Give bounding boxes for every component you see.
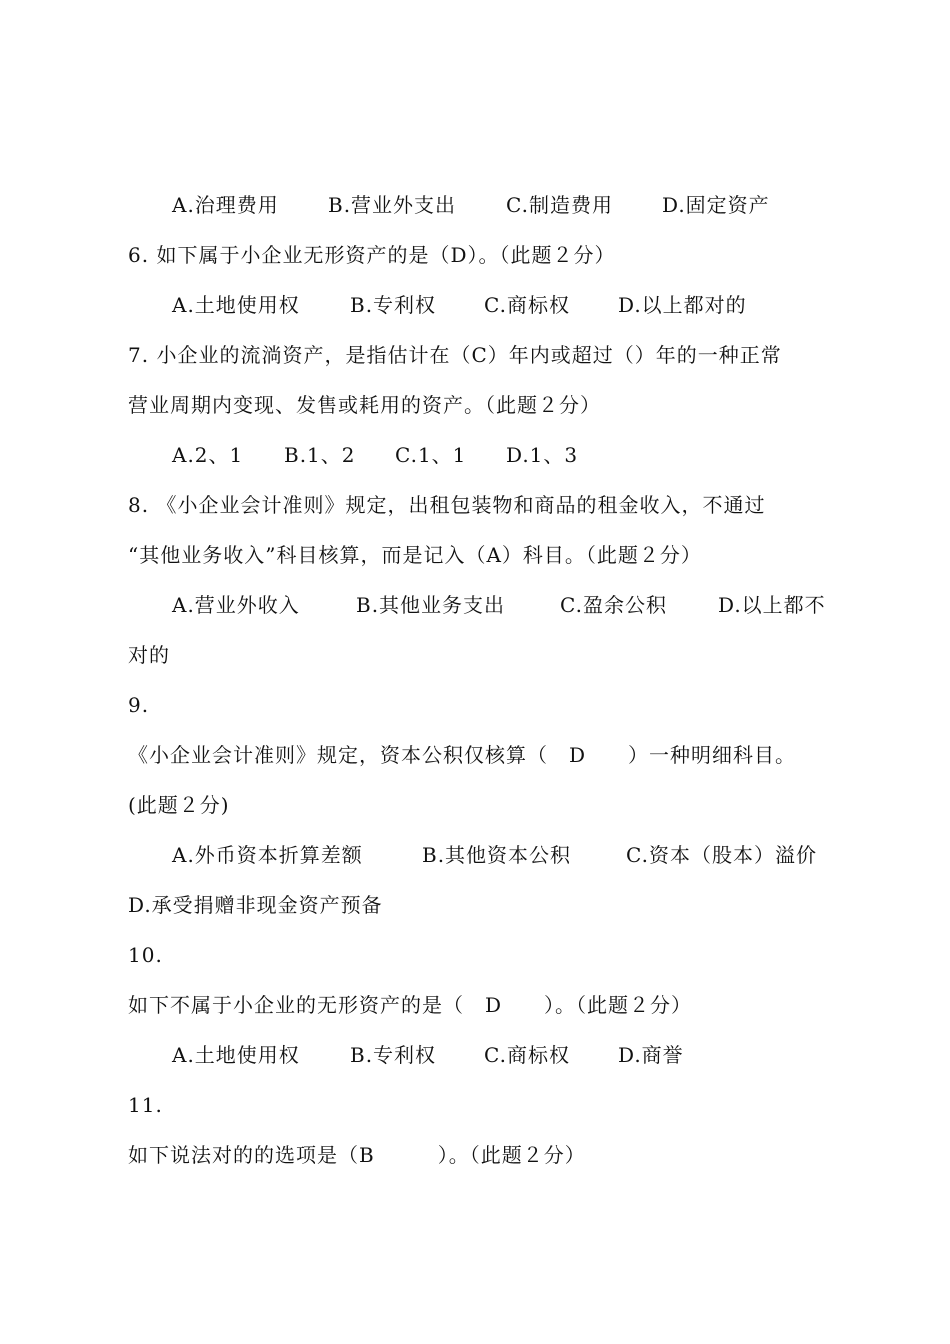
q9-options: [128, 840, 840, 870]
q5-options: [128, 190, 840, 220]
question-7-line1: 7. 小企业的流淌资产，是指估计在（C）年内或超过（）年的一种正常: [128, 343, 782, 367]
option-b: B.其他业务支出: [356, 593, 506, 617]
question-6: 6. 如下属于小企业无形资产的是（D）。（此题２分）: [128, 243, 616, 267]
option-b: B.专利权: [350, 293, 437, 317]
option-d: D.以上都不: [718, 593, 826, 617]
option-d: D.商誉: [618, 1043, 684, 1067]
option-b: B.营业外支出: [328, 193, 457, 217]
question-8-line1: 8. 《小企业会计准则》规定，出租包装物和商品的租金收入，不通过: [128, 493, 766, 517]
question-10-number: 10.: [128, 943, 163, 967]
question-11-number: 11.: [128, 1093, 163, 1117]
option-b: B.1、2: [284, 443, 356, 467]
option-a: A.土地使用权: [172, 1043, 300, 1067]
option-a: A.治理费用: [172, 193, 279, 217]
option-d: D.1、3: [506, 443, 579, 467]
option-a: A.外币资本折算差额: [172, 843, 363, 867]
option-c: C.商标权: [484, 293, 570, 317]
q9-option-d: D.承受捐赠非现金资产预备: [128, 893, 383, 917]
question-10-text: 如下不属于小企业的无形资产的是（ D ）。（此题２分）: [128, 993, 693, 1017]
option-a: A.2、1: [172, 443, 244, 467]
question-8-line2: “其他业务收入”科目核算，而是记入（A）科目。（此题２分）: [128, 543, 702, 567]
q7-options: [128, 440, 840, 470]
q10-options: [128, 1040, 840, 1070]
option-d: D.以上都对的: [618, 293, 747, 317]
q6-options: [128, 290, 840, 320]
option-a: A.土地使用权: [172, 293, 300, 317]
option-c: C.盈余公积: [560, 593, 667, 617]
question-9-text: 《小企业会计准则》规定，资本公积仅核算（ D ）一种明细科目。: [128, 743, 797, 767]
option-c: C.资本（股本）溢价: [626, 843, 817, 867]
option-c: C.制造费用: [506, 193, 613, 217]
option-b: B.专利权: [350, 1043, 437, 1067]
question-9-number: 9.: [128, 693, 150, 717]
question-9-points: (此题２分): [128, 793, 230, 817]
option-d: D.固定资产: [662, 193, 770, 217]
q8-options: [128, 590, 840, 620]
question-7-line2: 营业周期内变现、发售或耗用的资产。（此题２分）: [128, 393, 601, 417]
option-c: C.商标权: [484, 1043, 570, 1067]
option-c: C.1、1: [395, 443, 467, 467]
option-a: A.营业外收入: [172, 593, 300, 617]
option-b: B.其他资本公积: [422, 843, 572, 867]
question-11-text: 如下说法对的的选项是（B ）。（此题２分）: [128, 1143, 586, 1167]
q8-options-wrap: 对的: [128, 643, 170, 667]
